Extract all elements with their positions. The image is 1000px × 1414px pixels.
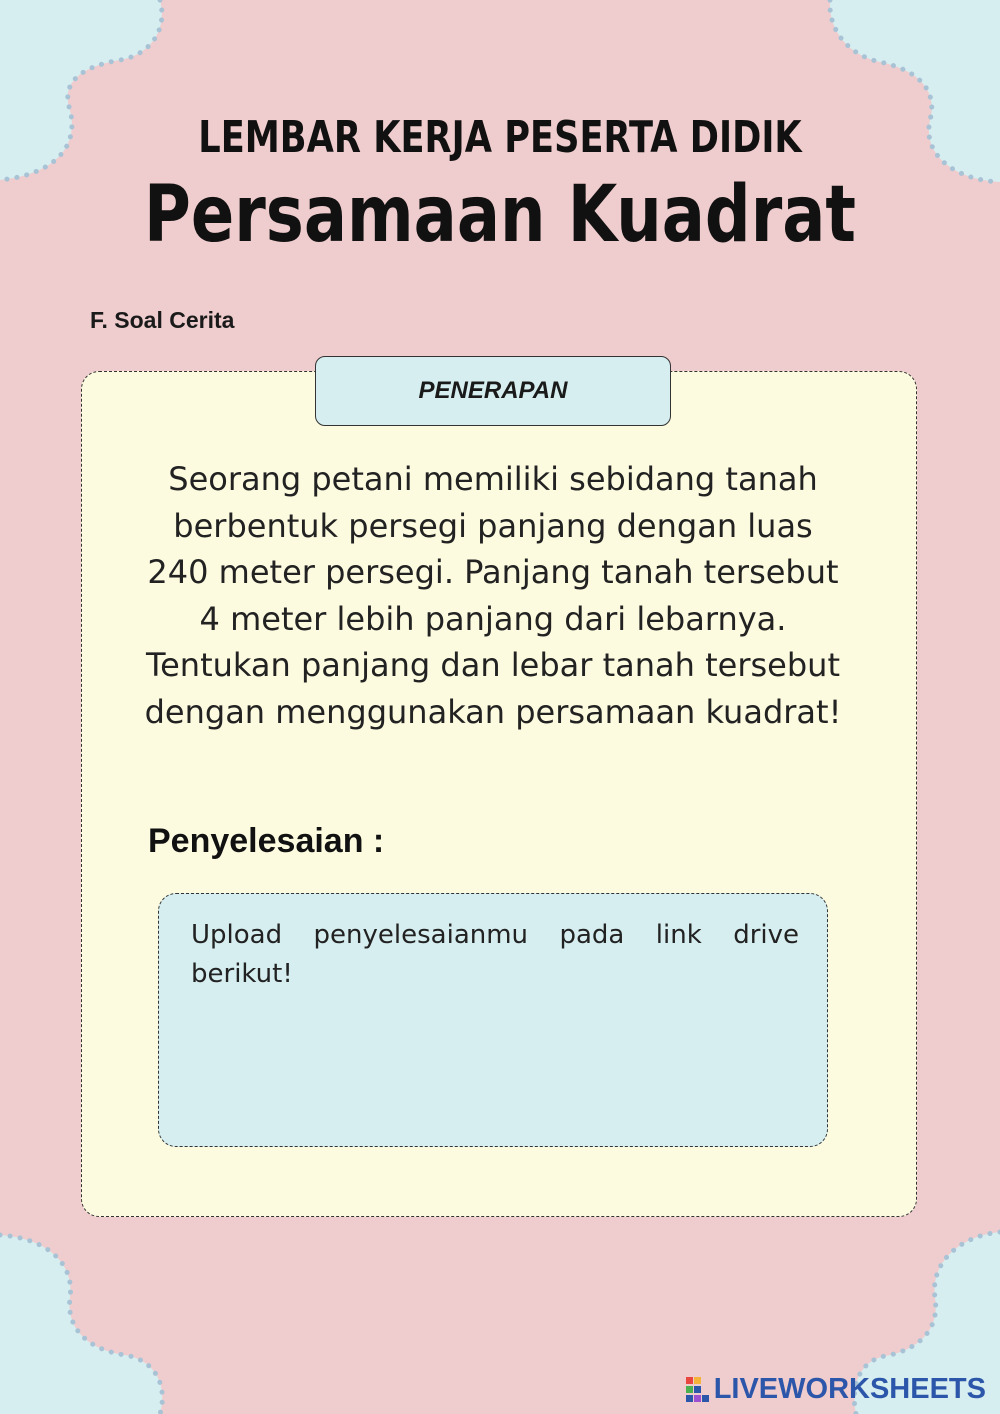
page-title: Persamaan Kuadrat [143, 170, 856, 260]
problem-text: Seorang petani memiliki sebidang tanah berbentuk persegi panjang dengan luas 240 meter persegi. Panjang tanah tersebut 4 meter lebih panjang dari lebarnya. Tentukan panjang dan lebar tanah tersebut dengan menggunakan persamaan kuadrat! [144, 460, 842, 731]
answer-box[interactable] [158, 893, 828, 1147]
card-tab-label: PENERAPAN [315, 356, 671, 426]
liveworksheets-logo [686, 1373, 986, 1406]
liveworksheets-logo-text: LIVEWORKSHEETS [713, 1373, 986, 1405]
worksheet-subtitle: LEMBAR KERJA PESERTA DIDIK [198, 112, 802, 163]
answer-instruction: Upload penyelesaianmu pada link drive berikut! [191, 920, 799, 989]
corner-decoration-bottom-left [0, 1235, 162, 1414]
section-label: F. Soal Cerita [90, 307, 235, 333]
solution-heading: Penyelesaian : [148, 822, 385, 860]
liveworksheets-logo-icon [686, 1375, 710, 1405]
